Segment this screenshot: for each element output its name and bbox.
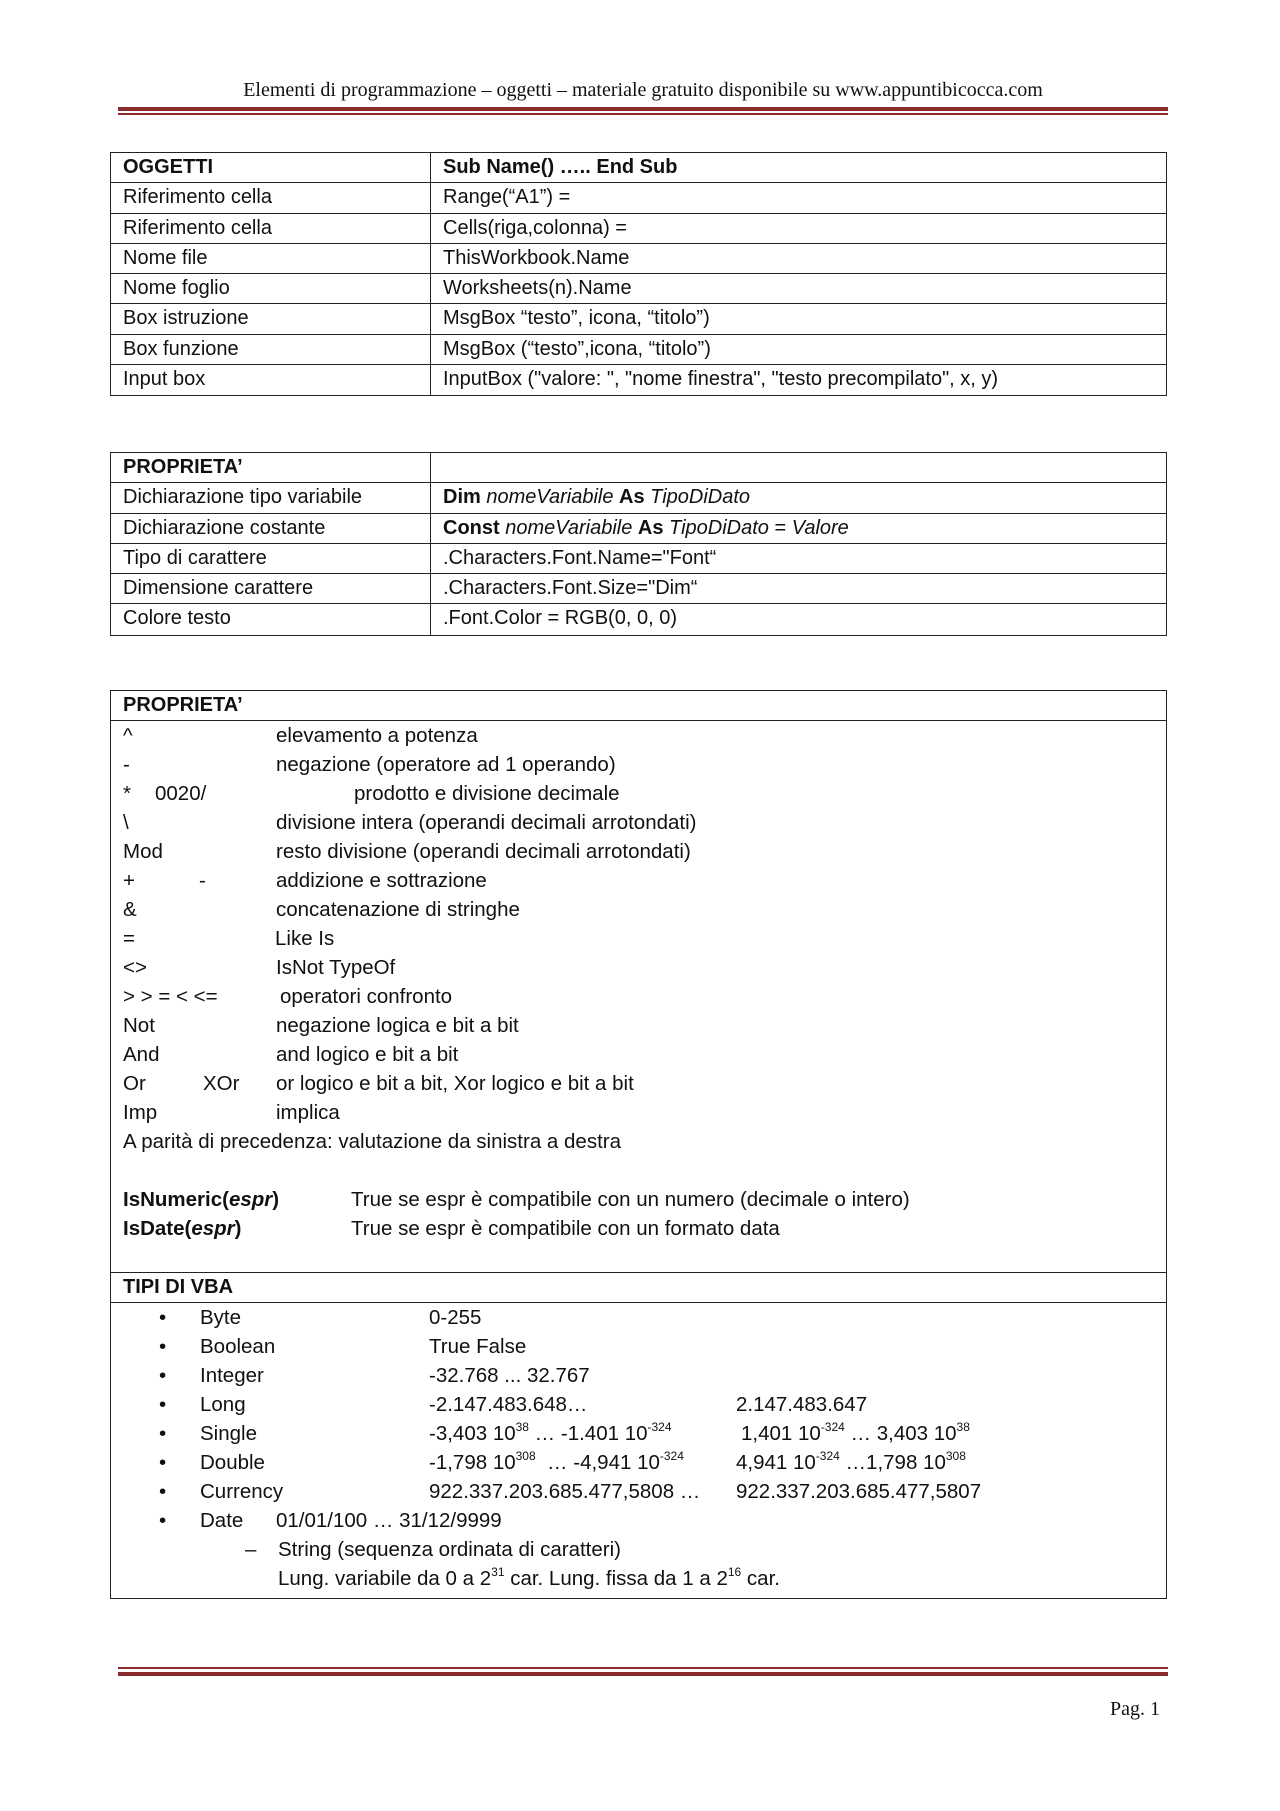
- row-label: Tipo di carattere: [111, 544, 431, 573]
- table-head-col1: PROPRIETA’: [111, 453, 431, 482]
- type-row-boolean: [111, 1332, 1166, 1361]
- row-label: Box istruzione: [111, 304, 431, 333]
- operator-symbol: > > = < <=: [123, 985, 218, 1008]
- footer-rule-thin: [118, 1667, 1168, 1669]
- row-code: Worksheets(n).Name: [443, 277, 632, 300]
- spacer: [111, 1156, 1166, 1185]
- operator-symbol: -: [123, 753, 130, 776]
- operator-row: [111, 1098, 1166, 1127]
- table-row: [111, 514, 1166, 544]
- types-section-title: TIPI DI VBA: [111, 1273, 1166, 1303]
- table-head-col1: OGGETTI: [111, 153, 431, 182]
- function-signature: IsNumeric(espr): [123, 1188, 280, 1211]
- operator-symbol: <>: [123, 956, 147, 979]
- table-header-row: [111, 153, 1166, 183]
- operator-desc: divisione intera (operandi decimali arrotondati): [276, 811, 697, 834]
- operator-desc: Like Is: [275, 927, 335, 950]
- keyword-as: As: [619, 486, 645, 509]
- row-label: Riferimento cella: [111, 214, 431, 243]
- row-code: InputBox ("valore: ", "nome finestra", "testo precompilato", x, y): [443, 368, 999, 391]
- table-row: [111, 335, 1166, 365]
- type-row-date: [111, 1506, 1166, 1535]
- row-code: MsgBox (“testo”,icona, “titolo”): [443, 337, 711, 360]
- table-head-col2: Sub Name() ….. End Sub: [443, 156, 678, 178]
- operator-row: [111, 924, 1166, 953]
- operator-desc: negazione logica e bit a bit: [276, 1014, 519, 1037]
- dash-icon: –: [245, 1538, 257, 1561]
- table-row: [111, 604, 1166, 634]
- type-range-min: -2.147.483.648…: [429, 1393, 588, 1416]
- operator-desc: addizione e sottrazione: [276, 869, 487, 892]
- operator-row: [111, 866, 1166, 895]
- operator-symbol: Mod: [123, 840, 163, 863]
- table-row: [111, 544, 1166, 574]
- row-code: Cells(riga,colonna) =: [443, 216, 627, 239]
- bullet-icon: •: [159, 1306, 167, 1329]
- row-code: .Characters.Font.Name="Font“: [443, 546, 717, 569]
- table-row: [111, 304, 1166, 334]
- types-section: [111, 1272, 1166, 1593]
- row-label: Dichiarazione tipo variabile: [111, 483, 431, 512]
- bullet-icon: •: [159, 1364, 167, 1387]
- type-range: -32.768 ... 32.767: [429, 1364, 590, 1387]
- bullet-icon: •: [159, 1422, 167, 1445]
- header-rule-thin: [118, 113, 1168, 115]
- operator-symbol-2: -: [199, 869, 206, 892]
- row-code: MsgBox “testo”, icona, “titolo”): [443, 307, 710, 330]
- type-row-string: [111, 1535, 1166, 1564]
- header-rule-thick: [118, 107, 1168, 111]
- row-label: Riferimento cella: [111, 183, 431, 212]
- type-name: TipoDiDato: [650, 486, 751, 509]
- operator-row: [111, 808, 1166, 837]
- row-label: Dimensione carattere: [111, 574, 431, 603]
- operator-symbol: Not: [123, 1014, 155, 1037]
- type-name: Boolean: [200, 1335, 276, 1358]
- operator-desc: resto divisione (operandi decimali arrotondati): [276, 840, 691, 863]
- type-name: TipoDiDato: [669, 516, 769, 539]
- row-code: [431, 483, 1166, 512]
- operator-desc: elevamento a potenza: [276, 724, 478, 747]
- table-row: [111, 274, 1166, 304]
- row-code: ThisWorkbook.Name: [443, 246, 630, 269]
- table-oggetti: [110, 152, 1167, 396]
- type-row-single: [111, 1419, 1166, 1448]
- operator-desc: or logico e bit a bit, Xor logico e bit a bit: [276, 1072, 634, 1095]
- operator-symbol-2: 0020/: [155, 782, 207, 805]
- type-range-max: 2.147.483.647: [736, 1393, 868, 1416]
- row-label: Box funzione: [111, 335, 431, 364]
- operator-row: [111, 1011, 1166, 1040]
- row-code: Range(“A1”) =: [443, 186, 571, 209]
- operator-symbol: +: [123, 869, 135, 892]
- operator-symbol: And: [123, 1043, 160, 1066]
- operator-desc: concatenazione di stringhe: [276, 898, 520, 921]
- type-name: Double: [200, 1451, 265, 1474]
- type-range-min: 922.337.203.685.477,5808 …: [429, 1480, 701, 1503]
- type-range: True False: [429, 1335, 527, 1358]
- equals-sign: =: [768, 516, 792, 539]
- type-range: 0-255: [429, 1306, 482, 1329]
- operator-desc: prodotto e divisione decimale: [354, 782, 620, 805]
- precedence-note-row: [111, 1127, 1166, 1156]
- operator-desc: implica: [276, 1101, 340, 1124]
- keyword-as: As: [637, 516, 664, 539]
- row-label: Nome foglio: [111, 274, 431, 303]
- bullet-icon: •: [159, 1335, 167, 1358]
- operator-symbol: &: [123, 898, 137, 921]
- table-row: [111, 574, 1166, 604]
- bullet-icon: •: [159, 1509, 167, 1532]
- operator-desc: negazione (operatore ad 1 operando): [276, 753, 616, 776]
- table-row: [111, 365, 1166, 395]
- type-string-length: Lung. variabile da 0 a $2^{31}$ car. Lung. fissa da 1 a $2^{16}$ car.: [278, 1565, 780, 1590]
- function-signature: IsDate(espr): [123, 1217, 242, 1240]
- type-range-min: -1,798 $10^{308}$ … -4,941 $10^{-324}$: [429, 1449, 684, 1474]
- operator-symbol: *: [123, 782, 131, 805]
- function-row: [111, 1185, 1166, 1214]
- row-code: .Characters.Font.Size="Dim“: [443, 577, 698, 600]
- keyword-const: Const: [443, 516, 500, 539]
- row-label: Input box: [111, 365, 431, 395]
- table-row: [111, 244, 1166, 274]
- type-row-long: [111, 1390, 1166, 1419]
- function-desc: True se espr è compatibile con un numero (decimale o intero): [351, 1188, 910, 1211]
- operator-row: [111, 1040, 1166, 1069]
- var-name: nomeVariabile: [505, 516, 633, 539]
- operator-symbol: Imp: [123, 1101, 158, 1124]
- operator-desc: and logico e bit a bit: [276, 1043, 459, 1066]
- type-row-byte: [111, 1303, 1166, 1332]
- operator-symbol: ^: [123, 724, 133, 747]
- type-row-double: [111, 1448, 1166, 1477]
- operator-symbol-2: XOr: [203, 1072, 240, 1095]
- type-range: 01/01/100 … 31/12/9999: [276, 1509, 502, 1532]
- type-name: Integer: [200, 1364, 264, 1387]
- operator-row: [111, 837, 1166, 866]
- operator-row: [111, 779, 1166, 808]
- operator-desc: IsNot TypeOf: [276, 956, 396, 979]
- type-row-currency: [111, 1477, 1166, 1506]
- operator-row: [111, 750, 1166, 779]
- operator-row: [111, 953, 1166, 982]
- value-name: Valore: [791, 516, 849, 539]
- operators-and-types-box: [110, 690, 1167, 1599]
- table-row: [111, 183, 1166, 213]
- page-number: Pag. 1: [1110, 1698, 1160, 1720]
- operator-symbol: \: [123, 811, 129, 834]
- operators-list: [111, 721, 1166, 1243]
- bullet-icon: •: [159, 1393, 167, 1416]
- table-row: [111, 483, 1166, 513]
- type-name: Byte: [200, 1306, 242, 1329]
- operator-symbol: =: [123, 927, 135, 950]
- table-head-col2: [431, 453, 1166, 482]
- function-desc: True se espr è compatibile con un formato data: [351, 1217, 780, 1240]
- type-range-max: 922.337.203.685.477,5807: [736, 1480, 982, 1503]
- table-proprieta: [110, 452, 1167, 636]
- function-row: [111, 1214, 1166, 1243]
- var-name: nomeVariabile: [486, 486, 614, 509]
- bullet-icon: •: [159, 1480, 167, 1503]
- operator-symbol: Or: [123, 1072, 146, 1095]
- type-name: Long: [200, 1393, 246, 1416]
- keyword-dim: Dim: [443, 486, 481, 509]
- type-name: Currency: [200, 1480, 284, 1503]
- operator-row: [111, 721, 1166, 750]
- row-code: [431, 514, 1166, 543]
- precedence-note: A parità di precedenza: valutazione da sinistra a destra: [123, 1130, 621, 1153]
- row-label: Nome file: [111, 244, 431, 273]
- type-name: Date: [200, 1509, 244, 1532]
- type-name: Single: [200, 1422, 257, 1445]
- operator-row: [111, 982, 1166, 1011]
- bullet-icon: •: [159, 1451, 167, 1474]
- table-header-row: [111, 453, 1166, 483]
- type-row-integer: [111, 1361, 1166, 1390]
- type-range-max: 4,941 $10^{-324}$ …1,798 $10^{308}$: [736, 1449, 966, 1474]
- row-code: .Font.Color = RGB(0, 0, 0): [443, 607, 677, 630]
- operator-row: [111, 1069, 1166, 1098]
- type-string-desc: String (sequenza ordinata di caratteri): [278, 1538, 621, 1561]
- type-range-max: 1,401 $10^{-324}$ … 3,403 $10^{38}$: [741, 1420, 970, 1445]
- operator-desc: operatori confronto: [280, 985, 453, 1008]
- row-label: Colore testo: [111, 604, 431, 634]
- operators-section-title: PROPRIETA’: [111, 691, 1166, 721]
- type-range-min: -3,403 $10^{38}$ … -1.401 $10^{-324}$: [429, 1420, 672, 1445]
- row-label: Dichiarazione costante: [111, 514, 431, 543]
- page-header-title: Elementi di programmazione – oggetti – materiale gratuito disponibile su www.appuntibicocca.com: [243, 79, 1043, 101]
- table-row: [111, 214, 1166, 244]
- footer-rule-thick: [118, 1672, 1168, 1676]
- operator-row: [111, 895, 1166, 924]
- type-row-string-length: [111, 1564, 1166, 1593]
